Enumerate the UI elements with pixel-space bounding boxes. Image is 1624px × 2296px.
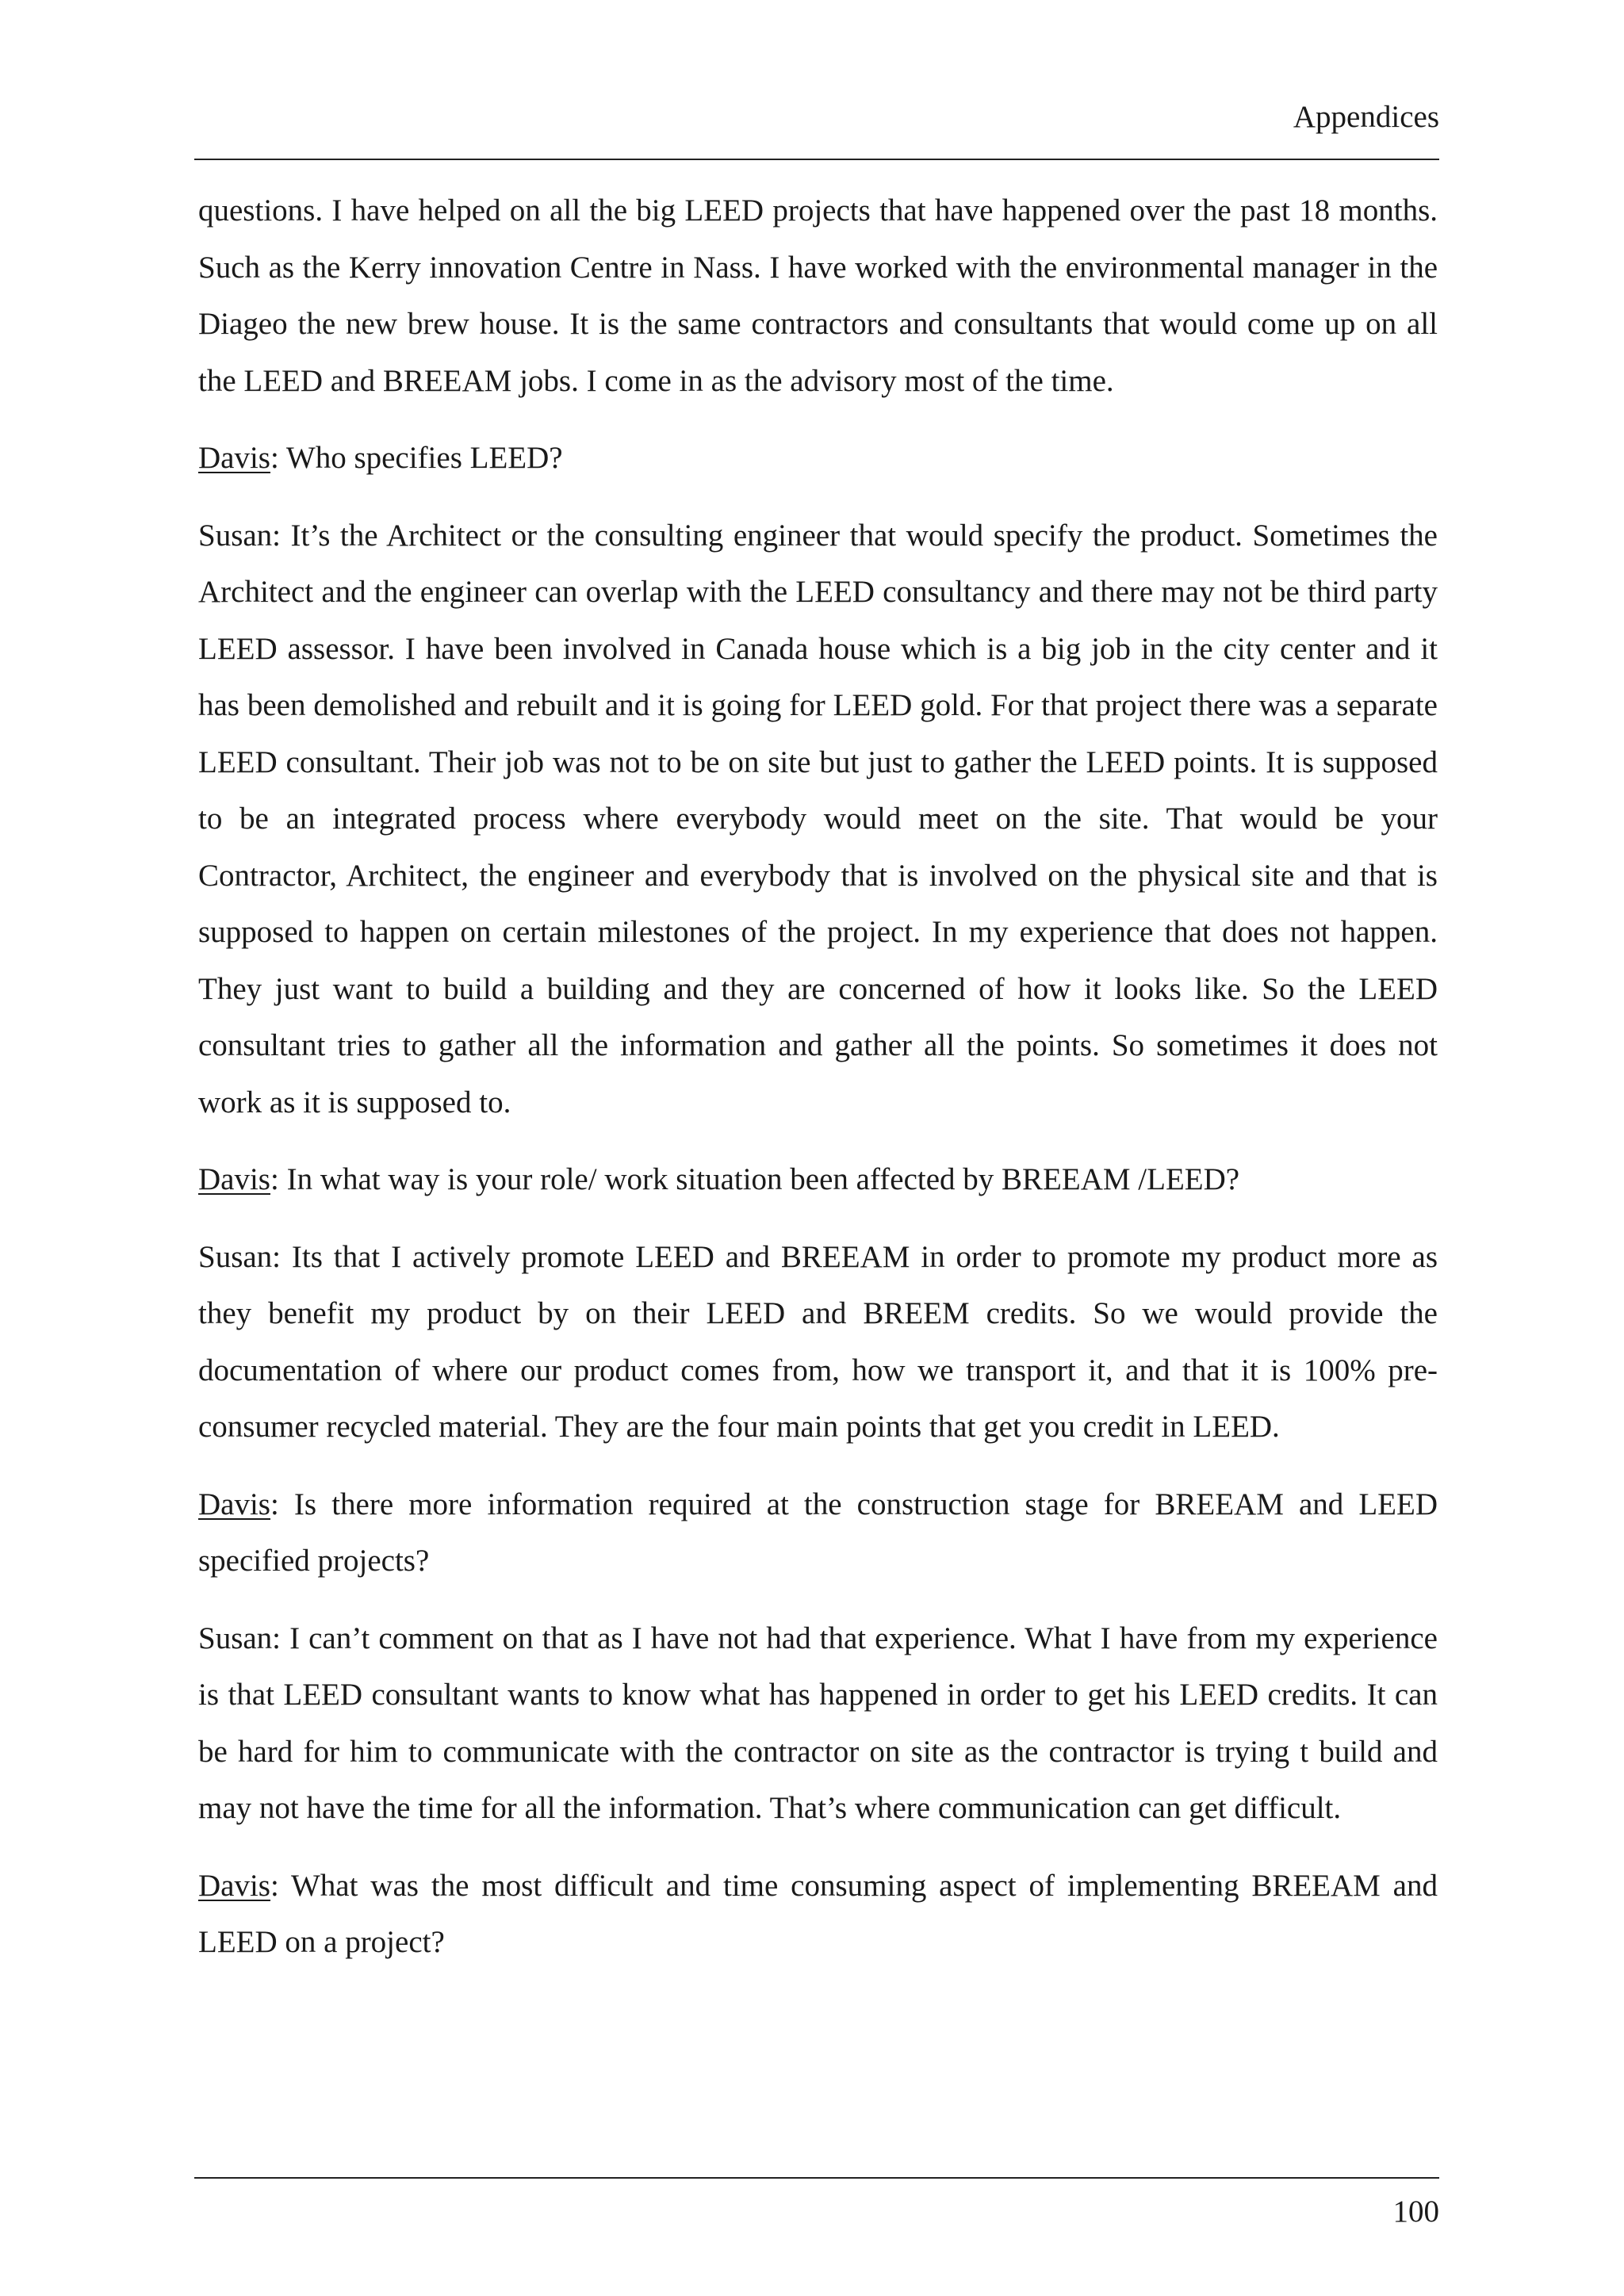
paragraph: [198, 1610, 1438, 1837]
paragraph: [198, 1151, 1438, 1208]
paragraph: [198, 430, 1438, 487]
paragraph-text: Susan: Its that I actively promote LEED and BREEAM in order to promote my product more as they benefit my product by on their LEED and BREEM credits. So we would provide the documentation of where our product comes from, how we transport it, and that it is 100% pre-consumer recycled material. They are the four main points that get you credit in LEED.: [198, 1239, 1438, 1444]
speaker-name: Davis: [198, 1162, 270, 1196]
paragraph: [198, 182, 1438, 409]
header-title: Appendices: [1293, 100, 1439, 134]
paragraph-text: : Who specifies LEED?: [270, 441, 563, 475]
paragraph-text: : In what way is your role/ work situation been affected by BREEAM /LEED?: [270, 1162, 1240, 1196]
interview-transcript: [198, 182, 1438, 1992]
paragraph: [198, 1229, 1438, 1456]
page-footer: [194, 2177, 1439, 2229]
speaker-name: Davis: [198, 1868, 270, 1903]
paragraph: [198, 1858, 1438, 1971]
paragraph-text: : What was the most difficult and time consuming aspect of implementing BREEAM and LEED on a project?: [198, 1868, 1438, 1959]
paragraph-text: Susan: I can’t comment on that as I have not had that experience. What I have from my experience is that LEED consultant wants to know what has happened in order to get his LEED credits. It can be hard for him to communicate with the contractor on site as the contractor is trying t build and may not have the time for all the information. That’s where communication can get difficult.: [198, 1621, 1438, 1825]
paragraph-text: Susan: It’s the Architect or the consulting engineer that would specify the product. Sometimes the Architect and the engineer can overlap with the LEED consultancy and there may not be third party LEED assessor. I have been involved in Canada house which is a big job in the city center and it has been demolished and rebuilt and it is going for LEED gold. For that project there was a separate LEED consultant. Their job was not to be on site but just to gather the LEED points. It is supposed to be an integrated process where everybody would meet on the site. That would be your Contractor, Architect, the engineer and everybody that is involved on the physical site and that is supposed to happen on certain milestones of the project. In my experience that does not happen. They just want to build a building and they are concerned of how it looks like. So the LEED consultant tries to gather all the information and gather all the points. So sometimes it does not work as it is supposed to.: [198, 518, 1438, 1119]
page-number: 100: [1392, 2195, 1439, 2229]
paragraph-text: : Is there more information required at the construction stage for BREEAM and LEED specified projects?: [198, 1487, 1438, 1578]
speaker-name: Davis: [198, 1487, 270, 1521]
paragraph: [198, 1476, 1438, 1590]
speaker-name: Davis: [198, 441, 270, 475]
paragraph: [198, 507, 1438, 1131]
page-header: [194, 94, 1439, 160]
paragraph-text: questions. I have helped on all the big LEED projects that have happened over the past 18 months. Such as the Kerry innovation Centre in Nass. I have worked with the environmental manager in the Diageo the new brew house. It is the same contractors and consultants that would come up on all the LEED and BREEAM jobs. I come in as the advisory most of the time.: [198, 193, 1438, 398]
